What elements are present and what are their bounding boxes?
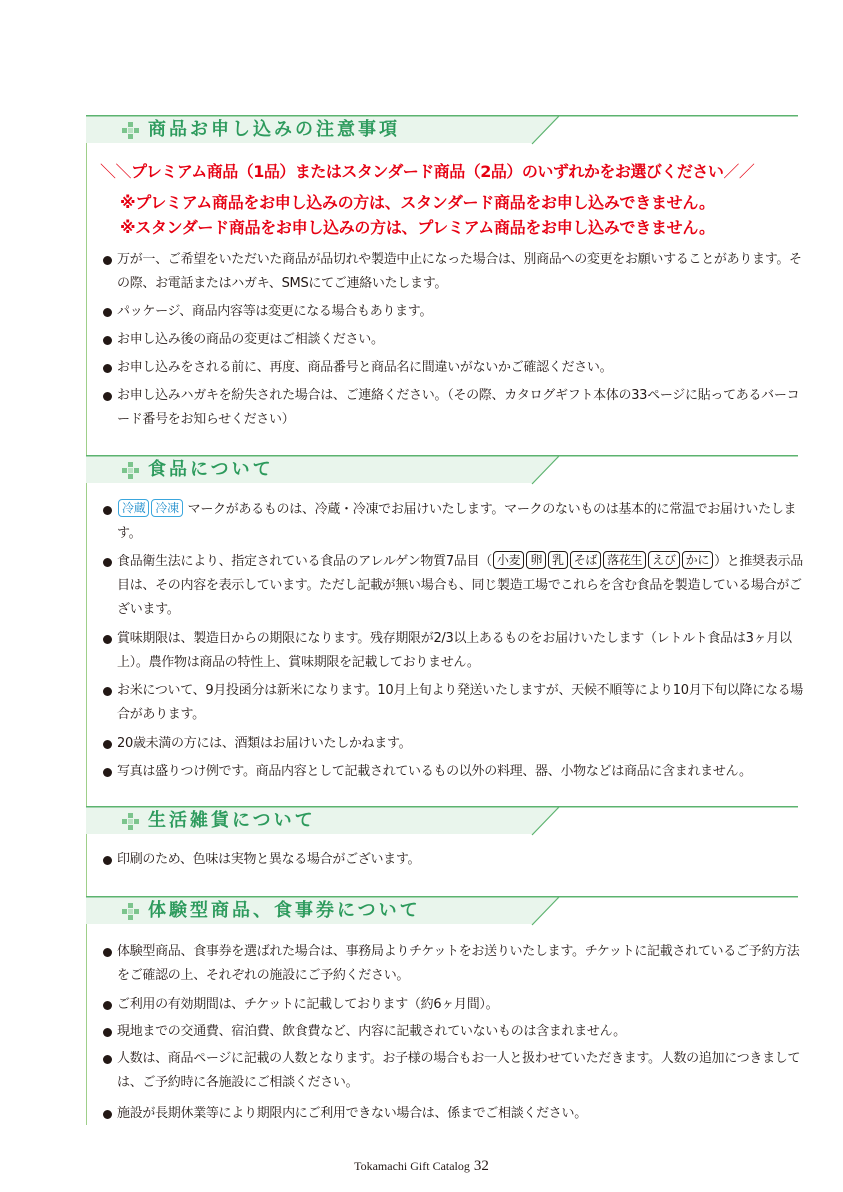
list-item: お申し込みをされる前に、再度、商品番号と商品名に間違いがないかご確認ください。	[103, 356, 807, 380]
list-item: 印刷のため、色味は実物と異なる場合がございます。	[103, 848, 807, 872]
allergen-tag: かに	[682, 551, 713, 569]
allergen-tag: 卵	[526, 551, 546, 569]
list-item: 人数は、商品ページに記載の人数となります。お子様の場合もお一人と扱わせていただきます。人数の追加につきましては、ご予約時に各施設にご相談ください。	[103, 1047, 807, 1095]
section-header-goods	[86, 806, 798, 836]
list-item: お申し込み後の商品の変更はご相談ください。	[103, 328, 807, 352]
list-item: 20歳未満の方には、酒類はお届けいたしかねます。	[103, 732, 807, 756]
list-item: 体験型商品、食事券を選ばれた場合は、事務局よりチケットをお送りいたします。チケットに記載されているご予約方法をご確認の上、それぞれの施設にご予約ください。	[103, 940, 807, 988]
cross-icon	[122, 813, 139, 830]
red-note: ※スタンダード商品をお申し込みの方は、プレミアム商品をお申し込みできません。	[120, 218, 715, 237]
cross-icon	[122, 903, 139, 920]
frozen-mark: 冷凍	[151, 499, 182, 517]
allergen-rest: ）と推奨表示品目は、その内容を表示しています。ただし記載が無い場合も、同じ製造工場でこれらを含む食品を製造している場合がございます。	[117, 554, 803, 617]
cross-icon	[122, 462, 139, 479]
section-header-experience	[86, 896, 798, 926]
left-rule	[86, 117, 87, 1125]
allergen-intro: 食品衛生法により、指定されている食品のアレルゲン物質7品目（	[117, 554, 492, 569]
slash-mark-right: ／／	[723, 162, 755, 181]
list-item: パッケージ、商品内容等は変更になる場合もあります。	[103, 300, 807, 324]
slash-mark-left: ＼＼	[100, 162, 132, 181]
section-title: 体験型商品、食事券について	[148, 900, 421, 921]
cold-mark: 冷蔵	[118, 499, 149, 517]
section-title: 食品について	[148, 459, 274, 480]
section-header-food	[86, 455, 798, 485]
page-footer	[0, 1158, 843, 1175]
list-item: お申し込みハガキを紛失された場合は、ご連絡ください。（その際、カタログギフト本体の33ページに貼ってあるバーコード番号をお知らせください）	[103, 384, 807, 432]
section-header-order	[86, 115, 798, 145]
list-item: 写真は盛りつけ例です。商品内容として記載されているもの以外の料理、器、小物などは商品に含まれません。	[103, 760, 807, 784]
list-item	[103, 498, 807, 546]
allergen-tag: 落花生	[603, 551, 646, 569]
list-item	[103, 550, 807, 622]
red-note: ※プレミアム商品をお申し込みの方は、スタンダード商品をお申し込みできません。	[120, 193, 715, 212]
allergen-tag: 乳	[548, 551, 568, 569]
cross-icon	[122, 122, 139, 139]
selection-banner	[100, 160, 800, 184]
section-title: 商品お申し込みの注意事項	[148, 119, 400, 140]
list-item: ご利用の有効期間は、チケットに記載しております（約6ヶ月間）。	[103, 993, 807, 1017]
list-item: 万が一、ご希望をいただいた商品が品切れや製造中止になった場合は、別商品への変更をお願いすることがあります。その際、お電話またはハガキ、SMSにてご連絡いたします。	[103, 248, 807, 296]
section-title: 生活雑貨について	[148, 810, 316, 831]
list-item: 賞味期限は、製造日からの期限になります。残存期限が2/3以上あるものをお届けいたします（レトルト食品は3ヶ月以上）。農作物は商品の特性上、賞味期限を記載しておりません。	[103, 627, 807, 675]
catalog-name: Tokamachi Gift Catalog	[354, 1159, 470, 1173]
list-item: 現地までの交通費、宿泊費、飲食費など、内容に記載されていないものは含まれません。	[103, 1020, 807, 1044]
mark-text: マークがあるものは、冷蔵・冷凍でお届けいたします。マークのないものは基本的に常温でお届けいたします。	[117, 502, 797, 541]
allergen-tag: 小麦	[493, 551, 524, 569]
allergen-tag: えび	[648, 551, 679, 569]
allergen-tag: そば	[570, 551, 601, 569]
page-number: 32	[473, 1158, 489, 1174]
banner-text: プレミアム商品（1品）またはスタンダード商品（2品）のいずれかをお選びください	[131, 162, 724, 181]
list-item: 施設が長期休業等により期限内にご利用できない場合は、係までご相談ください。	[103, 1102, 807, 1126]
list-item: お米について、9月投函分は新米になります。10月上旬より発送いたしますが、天候不順等により10月下旬以降になる場合があります。	[103, 679, 807, 727]
